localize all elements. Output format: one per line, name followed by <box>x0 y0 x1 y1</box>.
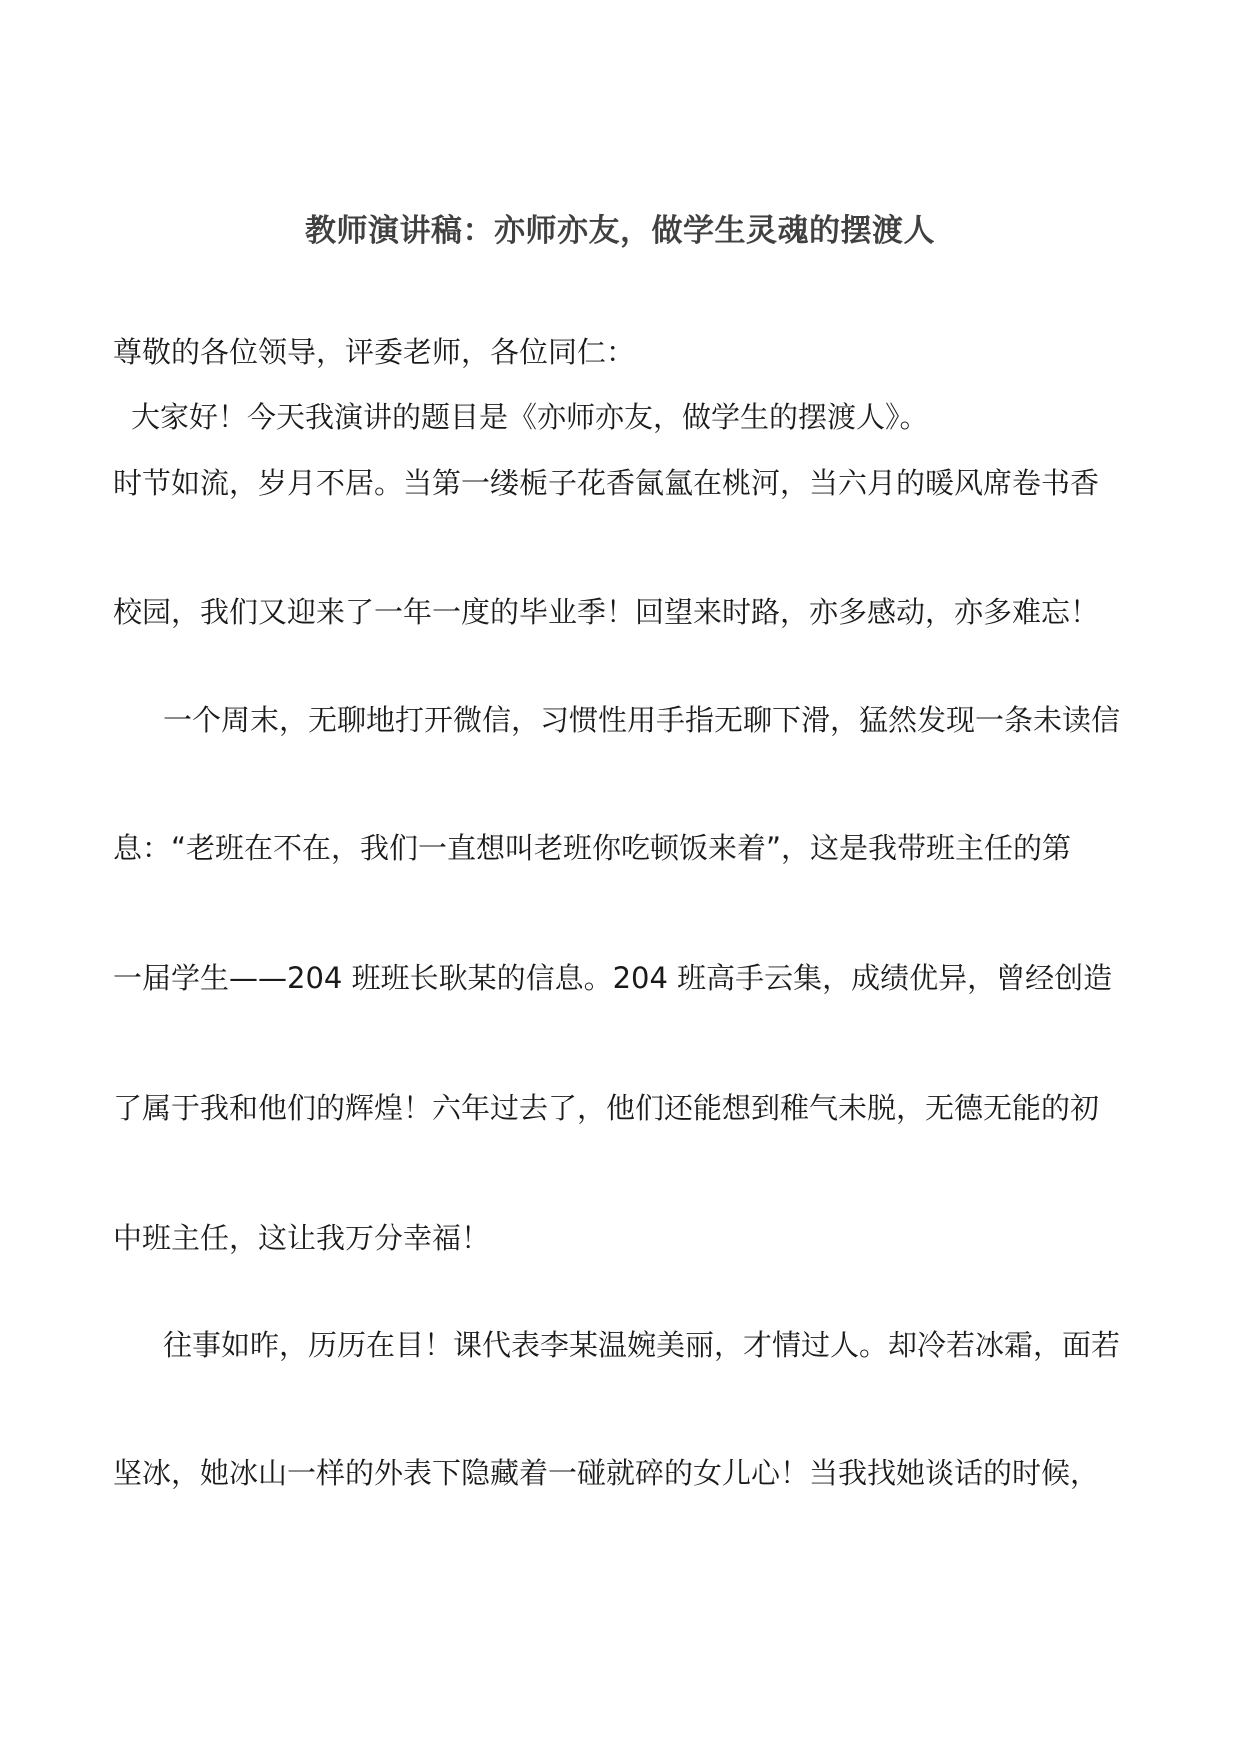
greeting-line: 大家好！今天我演讲的题目是《亦师亦友，做学生的摆渡人》。 <box>131 400 929 434</box>
document-title: 教师演讲稿：亦师亦友，做学生灵魂的摆渡人 <box>305 213 935 249</box>
salutation-line: 尊敬的各位领导，评委老师，各位同仁： <box>113 335 636 369</box>
body-line: 坚冰，她冰山一样的外表下隐藏着一碰就碎的女儿心！当我找她谈话的时候， <box>113 1456 1100 1490</box>
body-line: 一届学生——204 班班长耿某的信息。204 班高手云集，成绩优异，曾经创造 <box>113 961 1113 995</box>
body-line: 息：“老班在不在，我们一直想叫老班你吃顿饭来着”，这是我带班主任的第 <box>113 831 1072 865</box>
paragraph-first-line: 一个周末，无聊地打开微信，习惯性用手指无聊下滑，猛然发现一条未读信 <box>163 703 1121 737</box>
body-line: 时节如流，岁月不居。当第一缕栀子花香氤氳在桃河，当六月的暖风席卷书香 <box>113 466 1100 500</box>
body-line: 了属于我和他们的辉煌！六年过去了，他们还能想到稚气未脱，无德无能的初 <box>113 1091 1100 1125</box>
body-line: 校园，我们又迎来了一年一度的毕业季！回望来时路，亦多感动，亦多难忘！ <box>113 595 1100 629</box>
body-line: 中班主任，这让我万分幸福！ <box>113 1221 491 1255</box>
paragraph-first-line: 往事如昨，历历在目！课代表李某温婉美丽，才情过人。却冷若冰霜，面若 <box>163 1328 1121 1362</box>
